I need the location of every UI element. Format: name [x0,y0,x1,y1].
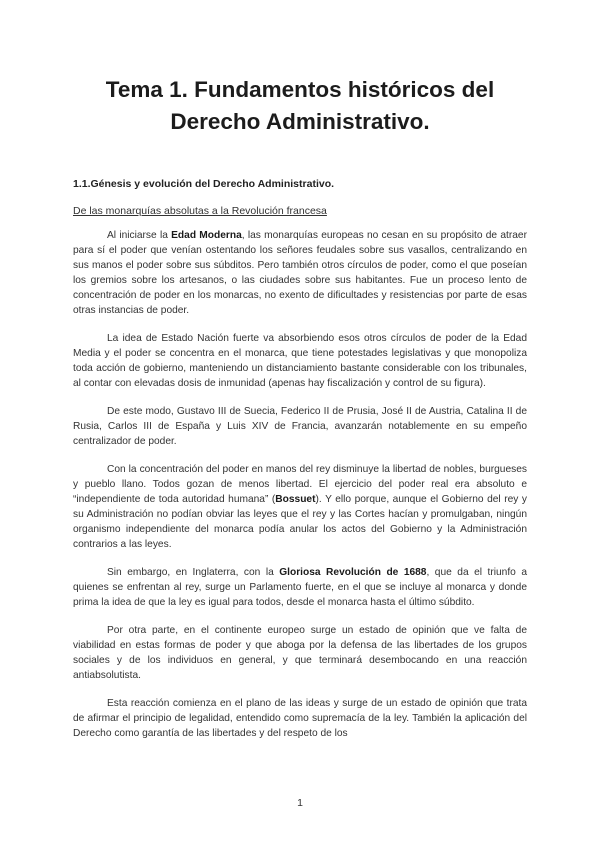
paragraph-text: Al iniciarse la [107,230,172,241]
paragraph-text: De este modo, Gustavo III de Suecia, Federico II de Prusia, José II de Austria, Catalina II de Rusia, Carlos III de España y Luis XIV de Francia, avanzarán notablemente en su empeño centralizador de poder. [73,406,527,447]
paragraph-5 [73,565,527,610]
page-number: 1 [297,797,303,809]
body-text [73,228,527,754]
page-title: Tema 1. Fundamentos históricos del Derecho Administrativo. [105,77,495,134]
paragraph-6 [73,623,527,683]
paragraph-text: , que da el triunfo a quienes se enfrentan al rey, surge un Parlamento fuerte, en el que se incluye al monarca y donde prima la idea de que la ley es igual para todos, desde el monarca hasta el último súbdito. [73,567,527,608]
paragraph-2 [73,331,527,391]
paragraph-text: , las monarquías europeas no cesan en su propósito de atraer para sí el poder que venían ostentando los señores feudales sobre sus vasallos, centralizando en sus manos el poder sobre sus súbditos. Pero también otros círculos de poder, como el que poseían los gremios sobre los artesanos, o las ciudades sobre sus habitantes. Fue un proceso lento de concentración de poder en los monarcas, no exento de dificultades y resistencias por parte de esas otras instancias de poder. [73,230,527,316]
paragraph-text: Por otra parte, en el continente europeo surge un estado de opinión que ve falta de viabilidad en estas formas de poder y que aboga por la defensa de las libertades de los grupos sociales y de los individuos en general, y que terminará desembocando en una reacción antiabsolutista. [73,625,527,681]
paragraph-1 [73,228,527,318]
paragraph-3 [73,404,527,449]
bold-term: Edad Moderna [171,230,242,241]
paragraph-4 [73,462,527,552]
paragraph-7 [73,696,527,741]
paragraph-text: La idea de Estado Nación fuerte va absorbiendo esos otros círculos de poder de la Edad Media y el poder se concentra en el monarca, que tiene potestades legislativas y que monopoliza toda acción de gobierno, manteniendo un distanciamiento bastante considerable con los tribunales, al contar con elevadas dosis de inmunidad (apenas hay fiscalización y control de su figura). [73,333,527,389]
paragraph-text: Sin embargo, en Inglaterra, con la [107,567,280,578]
paragraph-text: Esta reacción comienza en el plano de las ideas y surge de un estado de opinión que trata de afirmar el principio de legalidad, entendido como supremacía de la ley. También la aplicación del Derecho como garantía de las libertades y del respeto de los [73,698,527,739]
bold-term: Bossuet [275,494,316,505]
paragraph-text: ). Y ello porque, aunque el Gobierno del rey y su Administración no podían obviar las leyes que el rey y las Cortes hacían y promulgaban, ningún organismo independiente del monarca podía anular los actos del Gobierno y la Administración contrarios a las leyes. [73,494,527,550]
bold-term: Gloriosa Revolución de 1688 [279,567,427,578]
paragraph-text: Con la concentración del poder en manos del rey disminuye la libertad de nobles, burgueses y pueblo llano. Todos gozan de menos libertad. El ejercicio del poder real era absoluto e “independiente de toda autoridad humana” ( [73,464,527,505]
subsection-heading: De las monarquías absolutas a la Revolución francesa [73,205,327,217]
section-heading: 1.1.Génesis y evolución del Derecho Administrativo. [73,178,335,190]
